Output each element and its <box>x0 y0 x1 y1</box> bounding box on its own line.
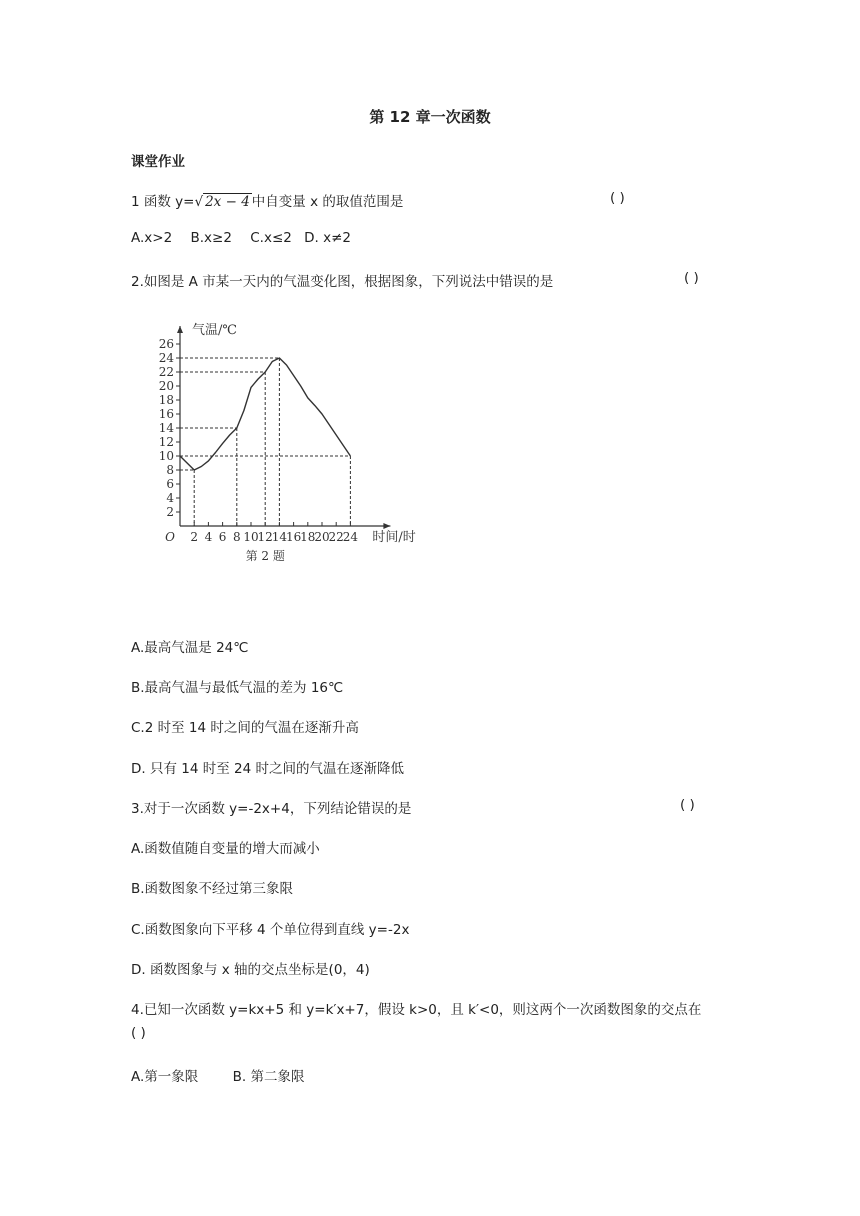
page-title: 第 12 章一次函数 <box>369 108 491 126</box>
q2-answer-paren: ( ) <box>684 270 699 286</box>
y-tick-label: 22 <box>158 365 174 379</box>
q1-suffix: 中自变量 x 的取值范围是 <box>251 194 404 210</box>
q1-radicand: 2x − 4 <box>205 194 250 210</box>
temperature-chart-svg <box>140 308 440 576</box>
x-tick-label: 16 <box>285 530 302 544</box>
x-tick-label: 10 <box>243 530 259 544</box>
x-tick-label: 12 <box>257 530 273 544</box>
q2-option-b: B.最高气温与最低气温的差为 16℃ <box>131 680 344 696</box>
y-tick-label: 2 <box>166 505 174 519</box>
q4-option-a: A.第一象限 <box>131 1069 199 1085</box>
q2-option-c: C.2 时至 14 时之间的气温在逐渐升高 <box>131 720 359 736</box>
y-tick-label: 10 <box>158 449 174 463</box>
q4-answer-paren: ( ) <box>131 1025 146 1041</box>
q3-option-a: A.函数值随自变量的增大而减小 <box>131 841 320 857</box>
q1-option-d: D. x≠2 <box>304 230 352 246</box>
x-tick-label: 8 <box>232 530 241 544</box>
y-tick-label: 6 <box>166 477 174 491</box>
x-tick-label: 6 <box>218 530 227 544</box>
question-3-stem: 3.对于一次函数 y=-2x+4，下列结论错误的是 <box>131 801 412 817</box>
y-tick-label: 4 <box>166 491 174 505</box>
x-axis-arrow <box>383 523 390 529</box>
y-tick-label: 14 <box>158 421 174 435</box>
x-tick-label: 4 <box>204 530 213 544</box>
q1-option-a: A.x>2 <box>131 230 173 246</box>
x-tick-label: 24 <box>342 530 359 544</box>
q1-option-c: C.x≤2 <box>250 230 292 246</box>
y-axis-label: 气温/℃ <box>192 323 237 338</box>
x-tick-label: 18 <box>300 530 316 544</box>
q3-answer-paren: ( ) <box>680 797 695 813</box>
question-1 <box>131 190 403 210</box>
y-tick-label: 24 <box>158 351 174 365</box>
q1-options <box>131 230 351 246</box>
x-tick-label: 20 <box>314 530 330 544</box>
q1-answer-paren: ( ) <box>610 190 625 206</box>
y-tick-label: 8 <box>166 463 174 477</box>
x-tick-label: 2 <box>190 530 199 544</box>
question-4-stem: 4.已知一次函数 y=kx+5 和 y=k′x+7，假设 k>0，且 k′<0，则这两个一次函数图象的交点在 <box>131 1002 702 1018</box>
q2-option-a: A.最高气温是 24℃ <box>131 640 249 656</box>
x-tick-label: 14 <box>271 530 288 544</box>
question-2-stem: 2.如图是 A 市某一天内的气温变化图，根据图象，下列说法中错误的是 <box>131 274 554 290</box>
origin-label: O <box>165 530 175 544</box>
section-heading: 课堂作业 <box>131 154 185 170</box>
q1-prefix: 1 函数 y= <box>131 194 195 210</box>
x-axis-label: 时间/时 <box>372 530 416 545</box>
x-tick-label: 22 <box>328 530 344 544</box>
chart-caption: 第 2 题 <box>245 549 285 563</box>
q3-option-c: C.函数图象向下平移 4 个单位得到直线 y=-2x <box>131 922 410 938</box>
y-tick-label: 16 <box>158 407 174 421</box>
temperature-chart <box>140 308 440 576</box>
y-tick-label: 26 <box>158 337 174 351</box>
q3-option-b: B.函数图象不经过第三象限 <box>131 881 294 897</box>
q1-option-b: B.x≥2 <box>190 230 232 246</box>
y-tick-label: 20 <box>158 379 174 393</box>
q4-options <box>131 1065 304 1085</box>
y-tick-label: 12 <box>158 435 174 449</box>
y-tick-label: 18 <box>158 393 174 407</box>
q4-option-b: B. 第二象限 <box>232 1069 305 1085</box>
q2-option-d: D. 只有 14 时至 24 时之间的气温在逐渐降低 <box>131 761 404 777</box>
q1-sqrt: √ 2x − 4 <box>194 194 250 210</box>
y-axis-arrow <box>177 326 183 333</box>
q3-option-d: D. 函数图象与 x 轴的交点坐标是(0，4) <box>131 962 370 978</box>
